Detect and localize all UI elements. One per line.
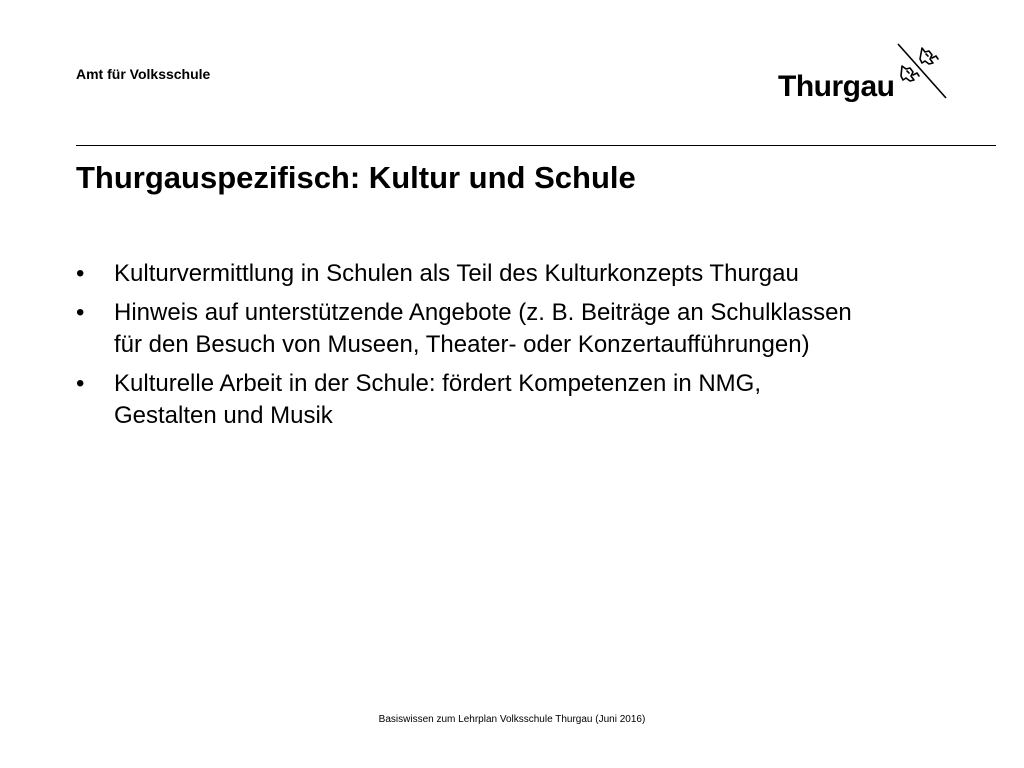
bullet-text: Kulturvermittlung in Schulen als Teil des Kulturkonzepts Thurgau [114,260,799,287]
thurgau-lions-crest-icon [896,42,948,100]
logo-wordmark: Thurgau [778,70,895,103]
slide-title: Thurgauspezifisch: Kultur und Schule [76,160,636,195]
list-item [76,368,1006,432]
bullet-text: Hinweis auf unterstützende Angebote (z. B. Beiträge an Schulklassen [114,299,852,326]
bullet-marker: • [76,260,85,287]
list-item [76,297,1006,361]
bullet-marker: • [76,299,85,326]
footer-text: Basiswissen zum Lehrplan Volksschule Thurgau (Juni 2016) [378,714,646,725]
bullet-text: Kulturelle Arbeit in der Schule: fördert Kompetenzen in NMG, [114,370,761,397]
list-item [76,258,1006,290]
thurgau-logo [776,42,956,108]
bullet-text-continued: für den Besuch von Museen, Theater- oder Konzertaufführungen) [114,331,810,358]
bullet-text-continued: Gestalten und Musik [114,402,333,429]
department-name: Amt für Volksschule [76,66,211,82]
bullet-marker: • [76,370,85,397]
header-divider [76,145,996,146]
bullet-list [76,258,1006,439]
